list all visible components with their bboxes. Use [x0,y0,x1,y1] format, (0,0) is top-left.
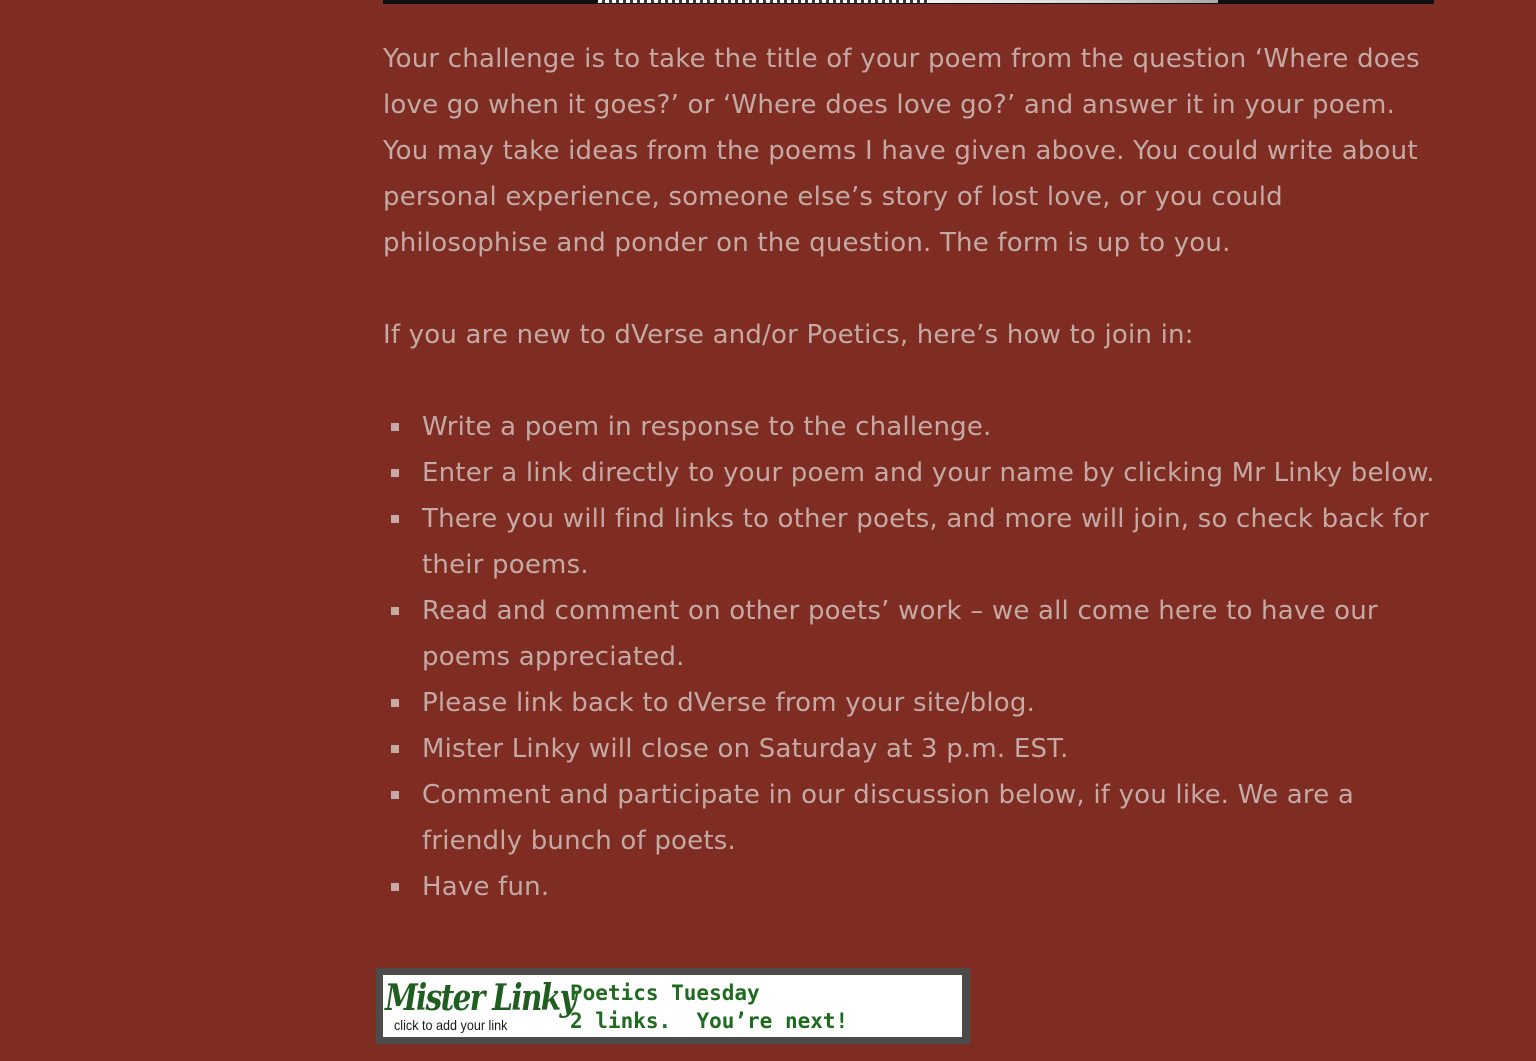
mister-linky-logo-text: Mister Linky [385,977,576,1019]
mister-linky-add-link-text: click to add your link [394,1017,508,1033]
list-item: Read and comment on other poets’ work – we all come here to have our poems appreciated. [422,588,1443,680]
list-item: Enter a link directly to your poem and your name by clicking Mr Linky below. [422,450,1443,496]
list-item: Please link back to dVerse from your site/blog. [422,680,1443,726]
list-item: Mister Linky will close on Saturday at 3 p.m. EST. [422,726,1443,772]
mister-linky-logo[interactable] [385,975,576,1037]
join-steps-list [383,404,1443,910]
mister-linky-title: Poetics Tuesday [570,981,760,1005]
mister-linky-status[interactable] [570,979,848,1035]
list-item: There you will find links to other poets, and more will join, so check back for their poems. [422,496,1443,588]
list-item: Write a poem in response to the challenge. [422,404,1443,450]
mister-linky-button[interactable] [376,968,970,1044]
post-image-bottom-edge [383,0,1434,4]
mister-linky-next-text: You’re next! [696,1009,849,1033]
post-image-fragment-highlight [928,0,1218,3]
challenge-paragraph: Your challenge is to take the title of your poem from the question ‘Where does love go when it goes?’ or ‘Where does love go?’ and answer it in your poem. You may take ideas from the poems I have given above. You could write about personal experience, someone else’s story of lost love, or you could philosophise and ponder on the question. The form is up to you. [383,44,1420,258]
mister-linky-banner[interactable] [383,975,962,1037]
list-item: Have fun. [422,864,1443,910]
post-content [383,36,1443,976]
join-intro-paragraph: If you are new to dVerse and/or Poetics, here’s how to join in: [383,320,1194,350]
list-item: Comment and participate in our discussion below, if you like. We are a friendly bunch of poets. [422,772,1443,864]
mister-linky-link-count: 2 links. [570,1009,672,1033]
